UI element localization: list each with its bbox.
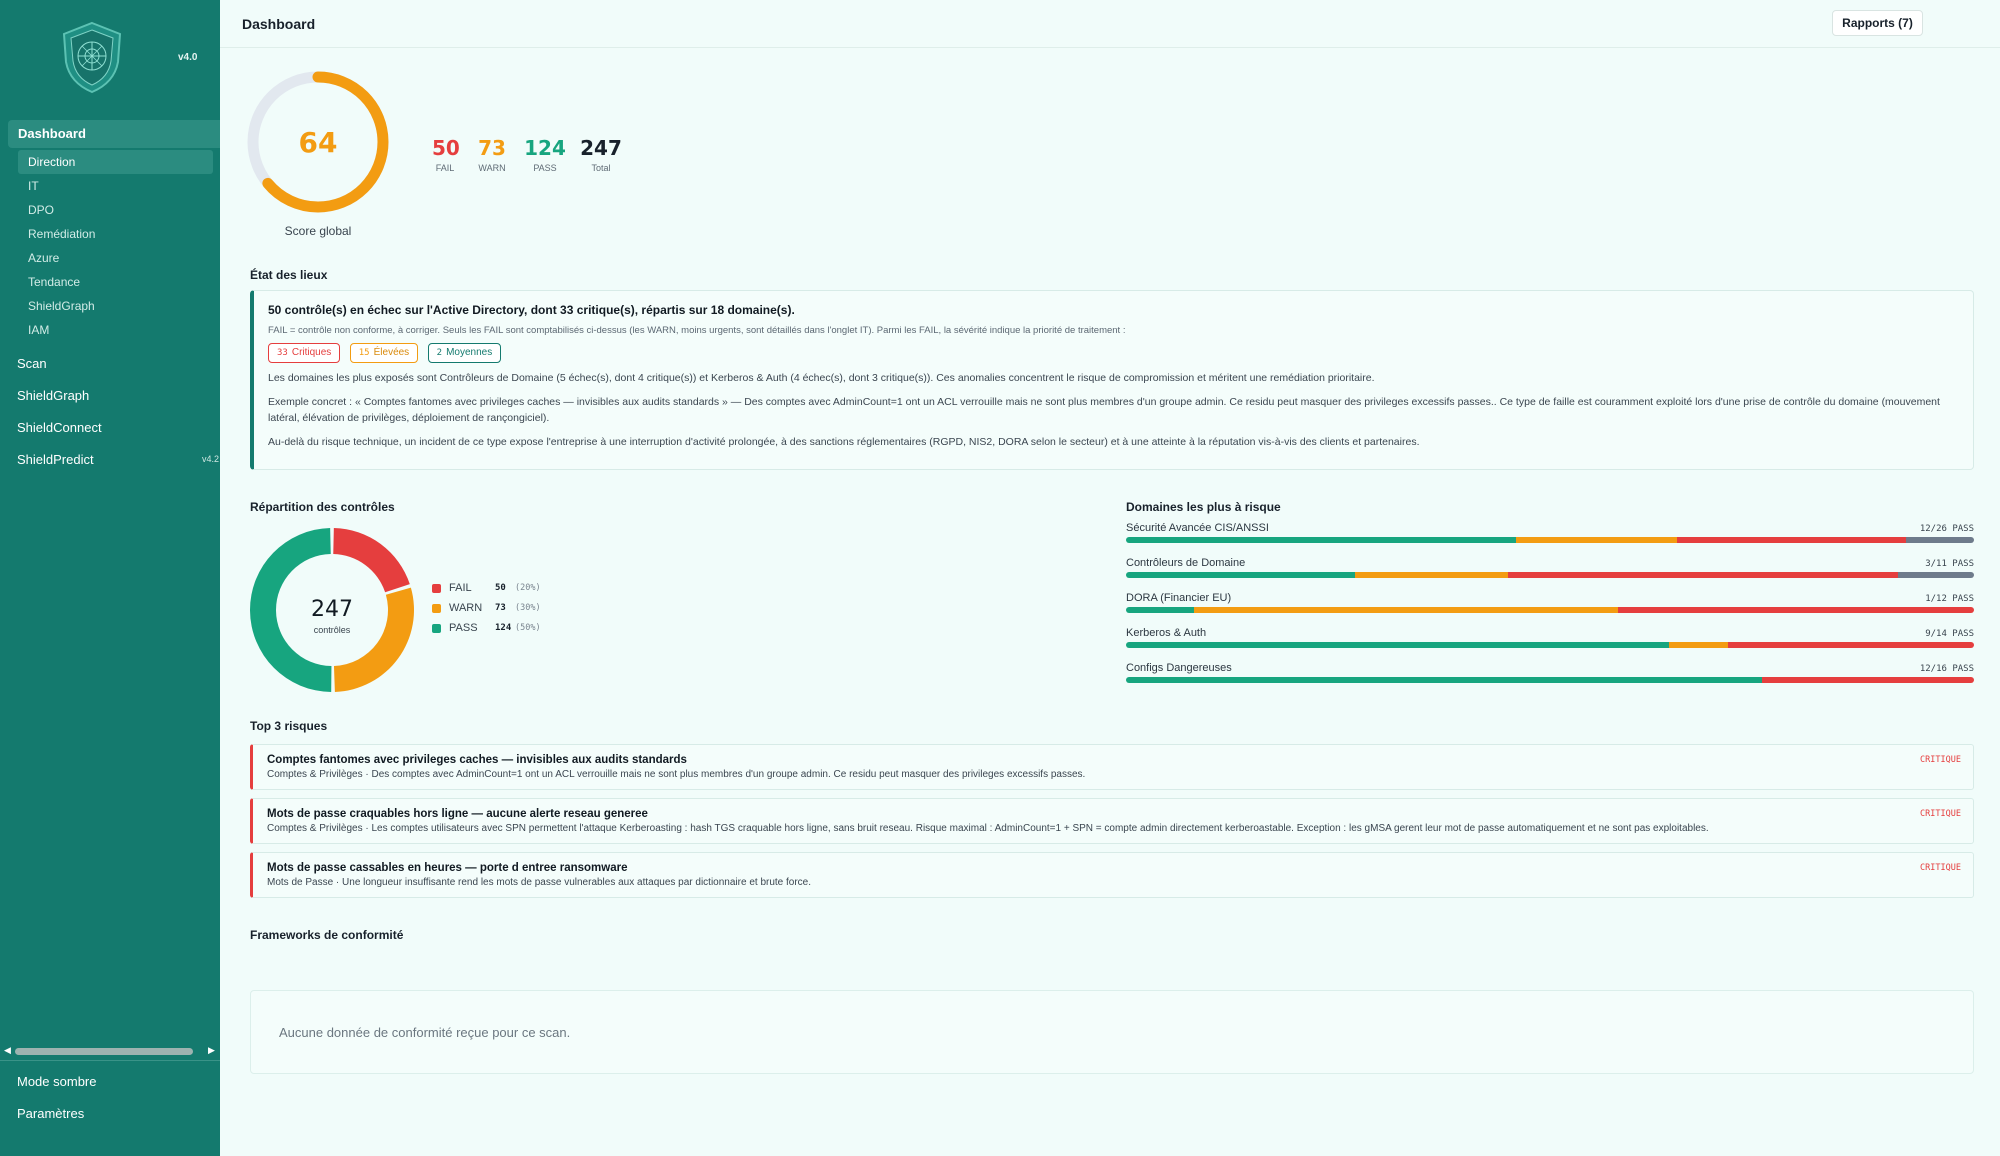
page-title: Dashboard <box>242 16 316 32</box>
risk-card[interactable] <box>250 852 1974 898</box>
repartition-title: Répartition des contrôles <box>250 500 395 514</box>
stat-pass-value: 124 <box>524 136 566 160</box>
risk-card[interactable] <box>250 744 1974 790</box>
sidebar-item-shieldgraph-sub[interactable]: ShieldGraph <box>28 299 95 313</box>
stat-pass-label: PASS <box>533 163 557 173</box>
domain-row[interactable] <box>1126 522 1974 557</box>
stat-warn <box>477 136 507 173</box>
sidebar-item-shieldpredict[interactable]: ShieldPredict <box>17 452 94 467</box>
app-version: v4.0 <box>178 52 198 63</box>
legend-fail-name: FAIL <box>449 582 472 594</box>
frameworks-panel <box>250 990 1974 1074</box>
pill-moyennes <box>428 343 502 363</box>
domain-score: 1/12 PASS <box>1925 594 1974 604</box>
stat-total-label: Total <box>591 163 611 173</box>
settings-link[interactable]: Paramètres <box>17 1106 85 1121</box>
topbar <box>220 0 2000 48</box>
sidebar-item-azure[interactable]: Azure <box>28 251 60 265</box>
domain-score: 9/14 PASS <box>1925 629 1974 639</box>
sidebar-item-scan[interactable]: Scan <box>17 356 47 371</box>
domain-score: 12/26 PASS <box>1919 524 1974 534</box>
etat-paragraph-domains: Les domaines les plus exposés sont Contrôleurs de Domaine (5 échec(s), dont 4 critique(s)) et Kerberos & Auth (4 échec(s), dont 3 critique(s)). Ces anomalies concentrent le risque de compromission et méritent une remédiation prioritaire. <box>268 372 1375 384</box>
score-label: Score global <box>284 224 352 238</box>
etat-paragraph-impact: Au-delà du risque technique, un incident de ce type expose l'entreprise à une interruption d'activité prolongée, à des sanctions réglementaires (RGPD, NIS2, DORA selon le secteur) et à une atteinte à la réputation vis-à-vis des clients et partenaires. <box>268 436 1420 448</box>
shieldpredict-version-badge: v4.2 <box>202 454 220 464</box>
sidebar-item-shieldconnect[interactable]: ShieldConnect <box>17 420 102 435</box>
domain-bar <box>1126 642 1974 648</box>
domain-bar-segment <box>1126 537 1516 543</box>
domain-bar-segment <box>1126 642 1669 648</box>
legend-fail <box>432 578 541 598</box>
domain-name: Configs Dangereuses <box>1126 662 1232 674</box>
domaines-title: Domaines les plus à risque <box>1126 500 1281 514</box>
legend-pass-value: 124 <box>495 623 512 633</box>
legend-pass <box>432 618 541 638</box>
etat-definition: FAIL = contrôle non conforme, à corriger. Seuls les FAIL sont comptabilisés ci-dessus (les WARN, moins urgents, sont détaillés dans l'onglet IT). Parmi les FAIL, la sévérité indique la priorité de traitement : <box>268 325 1126 336</box>
scrollbar-thumb[interactable] <box>15 1048 193 1055</box>
sidebar-item-remediation[interactable]: Remédiation <box>28 227 96 241</box>
domain-bar <box>1126 607 1974 613</box>
domain-bar-segment <box>1906 537 1974 543</box>
legend-warn-pct: (30%) <box>515 603 541 613</box>
legend-fail-value: 50 <box>495 583 506 593</box>
sidebar-item-it[interactable]: IT <box>28 179 39 193</box>
domain-bar-segment <box>1516 537 1677 543</box>
pill-elevees-count: 15 <box>358 348 370 358</box>
risk-description: Comptes & Privilèges · Les comptes utilisateurs avec SPN permettent l'attaque Kerberoasting : hash TGS craquable hors ligne, sans bruit reseau. Risque maximal : AdminCount=1 + SPN = compte admin directement kerberoastable. Exception : les gMSA gerent leur mot de passe automatiquement et ne sont pas exploitables. <box>267 823 1709 834</box>
sidebar-item-dpo[interactable]: DPO <box>28 203 55 217</box>
risk-severity-badge: CRITIQUE <box>1920 863 1961 873</box>
dark-mode-toggle[interactable]: Mode sombre <box>17 1074 97 1089</box>
pill-moyennes-count: 2 <box>436 348 443 358</box>
domain-name: Kerberos & Auth <box>1126 627 1207 639</box>
donut-slice-fail <box>333 528 410 592</box>
risk-severity-badge: CRITIQUE <box>1920 809 1961 819</box>
frameworks-empty-message: Aucune donnée de conformité reçue pour ce scan. <box>279 1025 571 1040</box>
legend-pass-swatch <box>432 624 441 633</box>
domain-bar <box>1126 537 1974 543</box>
etat-paragraph-example: Exemple concret : « Comptes fantomes avec privileges caches — invisibles aux audits standards » — Des comptes avec AdminCount=1 ont un ACL verrouille mais ne sont plus membres d'un groupe admin. Ce residu peut masquer des privileges excessifs passes.. Ce type de faille est couramment exploité lors d'une prise de contrôle du domaine (mouvement latéral, élévation de privilèges, déploiement de rançongiciel). <box>268 396 1940 424</box>
domain-bar-segment <box>1762 677 1974 683</box>
domain-name: DORA (Financier EU) <box>1126 592 1232 604</box>
pill-elevees <box>350 343 418 363</box>
etat-title: État des lieux <box>250 268 328 282</box>
domain-score: 12/16 PASS <box>1919 664 1974 674</box>
donut-center-value: 247 <box>311 597 353 622</box>
pill-moyennes-label: Moyennes <box>446 347 493 358</box>
scroll-right-icon[interactable]: ▶ <box>208 1045 215 1055</box>
score-value: 64 <box>298 126 338 159</box>
domain-row[interactable] <box>1126 557 1974 592</box>
domain-bar-segment <box>1508 572 1898 578</box>
risk-card[interactable] <box>250 798 1974 844</box>
scroll-left-icon[interactable]: ◀ <box>4 1045 11 1055</box>
domain-bar-segment <box>1355 572 1508 578</box>
risk-severity-badge: CRITIQUE <box>1920 755 1961 765</box>
domain-score: 3/11 PASS <box>1925 559 1974 569</box>
legend-pass-name: PASS <box>449 622 478 634</box>
stat-total-value: 247 <box>580 136 622 160</box>
reports-button[interactable]: Rapports (7) <box>1832 10 1923 36</box>
domain-row[interactable] <box>1126 662 1974 697</box>
etat-panel <box>250 290 1974 470</box>
domain-name: Contrôleurs de Domaine <box>1126 557 1246 569</box>
legend-pass-pct: (50%) <box>515 623 541 633</box>
stat-fail-label: FAIL <box>435 163 455 173</box>
legend-fail-swatch <box>432 584 441 593</box>
stat-fail <box>432 136 458 173</box>
domain-bar-segment <box>1669 642 1728 648</box>
risk-title: Mots de passe cassables en heures — porte d entree ransomware <box>267 862 628 874</box>
domain-name: Sécurité Avancée CIS/ANSSI <box>1126 522 1269 534</box>
domain-bar <box>1126 677 1974 683</box>
legend-warn-name: WARN <box>449 602 483 614</box>
stat-pass <box>524 136 566 173</box>
domain-bar-segment <box>1194 607 1618 613</box>
sidebar-item-iam[interactable]: IAM <box>28 323 50 337</box>
domain-row[interactable] <box>1126 627 1974 662</box>
severity-pills <box>268 342 1959 362</box>
pill-elevees-label: Élevées <box>373 347 410 358</box>
etat-headline: 50 contrôle(s) en échec sur l'Active Directory, dont 33 critique(s), répartis sur 18 domaine(s). <box>268 303 795 317</box>
repartition-donut-chart <box>248 526 416 694</box>
frameworks-title: Frameworks de conformité <box>250 928 404 942</box>
stat-warn-label: WARN <box>478 163 506 173</box>
pill-critiques <box>268 343 340 363</box>
donut-legend <box>432 578 541 638</box>
score-gauge <box>246 70 390 214</box>
risk-description: Comptes & Privilèges · Des comptes avec AdminCount=1 ont un ACL verrouille mais ne sont plus membres d'un groupe admin. Ce residu peut masquer des privileges excessifs passes. <box>267 769 1086 780</box>
stat-total <box>580 136 622 173</box>
dashboard-subnav <box>18 150 213 342</box>
legend-fail-pct: (20%) <box>515 583 541 593</box>
sidebar <box>0 0 220 1156</box>
domain-bar-segment <box>1898 572 1974 578</box>
sidebar-item-direction[interactable]: Direction <box>18 150 213 174</box>
domain-bar <box>1126 572 1974 578</box>
shield-logo-icon <box>60 20 124 94</box>
legend-warn <box>432 598 541 618</box>
pill-critiques-label: Critiques <box>291 347 332 358</box>
sidebar-item-dashboard[interactable]: Dashboard <box>8 120 220 148</box>
domain-risk-list <box>1126 522 1974 697</box>
donut-center-label: contrôles <box>313 625 351 635</box>
risk-title: Mots de passe craquables hors ligne — aucune alerte reseau generee <box>267 808 648 820</box>
legend-warn-value: 73 <box>495 603 506 613</box>
domain-bar-segment <box>1618 607 1974 613</box>
sidebar-divider <box>0 1060 220 1061</box>
stat-warn-value: 73 <box>478 136 506 160</box>
domain-bar-segment <box>1728 642 1974 648</box>
pill-critiques-count: 33 <box>277 348 288 358</box>
risk-description: Mots de Passe · Une longueur insuffisante rend les mots de passe vulnerables aux attaques par dictionnaire et brute force. <box>267 877 812 888</box>
risk-title: Comptes fantomes avec privileges caches — invisibles aux audits standards <box>267 754 687 766</box>
legend-warn-swatch <box>432 604 441 613</box>
sidebar-item-shieldgraph[interactable]: ShieldGraph <box>17 388 90 403</box>
domain-bar-segment <box>1677 537 1906 543</box>
domain-row[interactable] <box>1126 592 1974 627</box>
sidebar-item-tendance[interactable]: Tendance <box>28 275 81 289</box>
domain-bar-segment <box>1126 607 1194 613</box>
sidebar-scrollbar[interactable] <box>3 1045 217 1057</box>
stat-fail-value: 50 <box>432 136 460 160</box>
domain-bar-segment <box>1126 572 1355 578</box>
risques-title: Top 3 risques <box>250 719 328 733</box>
domain-bar-segment <box>1126 677 1762 683</box>
